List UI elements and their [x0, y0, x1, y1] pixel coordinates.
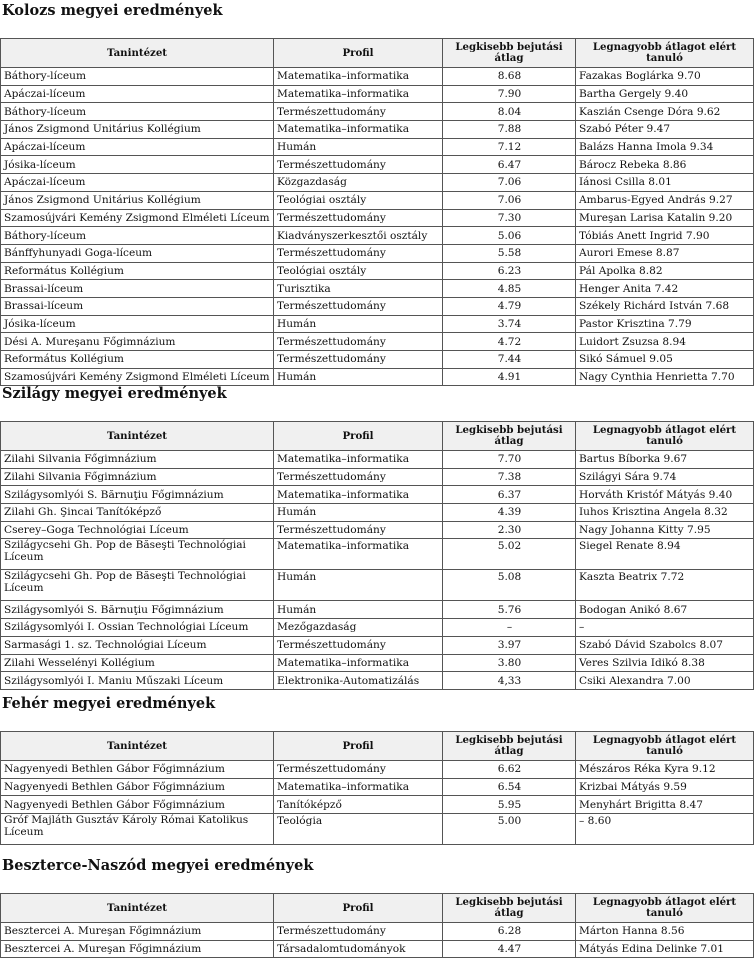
profile-cell: Humán — [274, 570, 443, 601]
school-cell: Jósika-líceum — [1, 315, 274, 333]
table-row — [1, 191, 754, 209]
school-cell: Zilahi Silvania Főgimnázium — [1, 451, 274, 469]
header-school: Tanintézet — [1, 422, 274, 451]
top-student-cell: Bartha Gergely 9.40 — [576, 85, 754, 103]
school-cell: Besztercei A. Mureşan Főgimnázium — [1, 923, 274, 941]
top-student-cell: Menyhárt Brigitta 8.47 — [576, 796, 754, 814]
table-row — [1, 521, 754, 539]
header-school: Tanintézet — [1, 39, 274, 68]
school-cell: Jósika-líceum — [1, 156, 274, 174]
school-cell: Szilágysomlyói S. Bărnuţiu Főgimnázium — [1, 486, 274, 504]
min-average-cell: 8.68 — [443, 68, 576, 86]
profile-cell: Humán — [274, 368, 443, 386]
min-average-cell: 6.28 — [443, 923, 576, 941]
header-top-student: Legnagyobb átlagot elért tanuló — [576, 39, 754, 68]
table-row — [1, 451, 754, 469]
school-cell: Református Kollégium — [1, 262, 274, 280]
min-average-cell: 7.88 — [443, 121, 576, 139]
school-cell: Dési A. Mureşanu Főgimnázium — [1, 333, 274, 351]
profile-cell: Kiadványszerkesztői osztály — [274, 227, 443, 245]
school-cell: Zilahi Silvania Főgimnázium — [1, 468, 274, 486]
school-cell: Szilágycsehi Gh. Pop de Băseşti Technológiai Líceum — [1, 570, 274, 601]
top-student-cell: Pastor Krisztina 7.79 — [576, 315, 754, 333]
profile-cell: Mezőgazdaság — [274, 619, 443, 637]
min-average-cell: 4.85 — [443, 280, 576, 298]
min-average-cell: 5.95 — [443, 796, 576, 814]
top-student-cell: Aurori Emese 8.87 — [576, 244, 754, 262]
top-student-cell: Iuhos Krisztina Angela 8.32 — [576, 504, 754, 522]
table-row — [1, 468, 754, 486]
top-student-cell: Székely Richárd István 7.68 — [576, 297, 754, 315]
table-row — [1, 297, 754, 315]
table-row — [1, 814, 754, 845]
school-cell: Apáczai-líceum — [1, 138, 274, 156]
school-cell: Zilahi Wesselényi Kollégium — [1, 654, 274, 672]
min-average-cell: 7.70 — [443, 451, 576, 469]
table-row — [1, 333, 754, 351]
min-average-cell: 3.97 — [443, 636, 576, 654]
min-average-cell: 6.62 — [443, 761, 576, 779]
beszterce-naszod-results-table — [0, 893, 754, 958]
profile-cell: Természettudomány — [274, 761, 443, 779]
table-row — [1, 601, 754, 619]
table-row — [1, 368, 754, 386]
table-row — [1, 85, 754, 103]
profile-cell: Humán — [274, 138, 443, 156]
top-student-cell: – 8.60 — [576, 814, 754, 845]
header-min-average: Legkisebb bejutási átlag — [443, 39, 576, 68]
min-average-cell: 2.30 — [443, 521, 576, 539]
table-row — [1, 796, 754, 814]
profile-cell: Matematika–informatika — [274, 451, 443, 469]
top-student-cell: Balázs Hanna Imola 9.34 — [576, 138, 754, 156]
profile-cell: Természettudomány — [274, 103, 443, 121]
school-cell: Brassai-líceum — [1, 280, 274, 298]
header-top-student: Legnagyobb átlagot elért tanuló — [576, 422, 754, 451]
profile-cell: Matematika–informatika — [274, 68, 443, 86]
header-min-average: Legkisebb bejutási átlag — [443, 732, 576, 761]
profile-cell: Természettudomány — [274, 351, 443, 369]
header-profile: Profil — [274, 422, 443, 451]
school-cell: Szilágysomlyói I. Ossian Technológiai Líceum — [1, 619, 274, 637]
min-average-cell: 7.90 — [443, 85, 576, 103]
min-average-cell: 7.44 — [443, 351, 576, 369]
table-header-row — [1, 422, 754, 451]
top-student-cell: Luidort Zsuzsa 8.94 — [576, 333, 754, 351]
min-average-cell: 5.00 — [443, 814, 576, 845]
min-average-cell: 6.54 — [443, 778, 576, 796]
header-school: Tanintézet — [1, 894, 274, 923]
school-cell: Bánffyhunyadi Goga-líceum — [1, 244, 274, 262]
table-row — [1, 504, 754, 522]
school-cell: János Zsigmond Unitárius Kollégium — [1, 191, 274, 209]
school-cell: Cserey–Goga Technológiai Líceum — [1, 521, 274, 539]
table-row — [1, 156, 754, 174]
top-student-cell: Csiki Alexandra 7.00 — [576, 672, 754, 690]
top-student-cell: Krizbai Mátyás 9.59 — [576, 778, 754, 796]
profile-cell: Társadalomtudományok — [274, 940, 443, 958]
profile-cell: Közgazdaság — [274, 174, 443, 192]
table-row — [1, 778, 754, 796]
table-row — [1, 940, 754, 958]
top-student-cell: Bartus Bíborka 9.67 — [576, 451, 754, 469]
school-cell: Báthory-líceum — [1, 103, 274, 121]
top-student-cell: Szabó Dávid Szabolcs 8.07 — [576, 636, 754, 654]
profile-cell: Természettudomány — [274, 209, 443, 227]
min-average-cell: 5.06 — [443, 227, 576, 245]
top-student-cell: Pál Apolka 8.82 — [576, 262, 754, 280]
top-student-cell: Siegel Renate 8.94 — [576, 539, 754, 570]
min-average-cell: 4.91 — [443, 368, 576, 386]
header-profile: Profil — [274, 732, 443, 761]
profile-cell: Természettudomány — [274, 468, 443, 486]
feher-results-table — [0, 731, 754, 845]
min-average-cell: 7.38 — [443, 468, 576, 486]
top-student-cell: Sikó Sámuel 9.05 — [576, 351, 754, 369]
profile-cell: Természettudomány — [274, 521, 443, 539]
table-row — [1, 351, 754, 369]
profile-cell: Teológia — [274, 814, 443, 845]
profile-cell: Természettudomány — [274, 156, 443, 174]
header-school: Tanintézet — [1, 732, 274, 761]
header-top-student: Legnagyobb átlagot elért tanuló — [576, 894, 754, 923]
min-average-cell: 3.80 — [443, 654, 576, 672]
szilagy-section-title: Szilágy megyei eredmények — [2, 385, 227, 402]
school-cell: János Zsigmond Unitárius Kollégium — [1, 121, 274, 139]
top-student-cell: Kaszián Csenge Dóra 9.62 — [576, 103, 754, 121]
table-row — [1, 672, 754, 690]
profile-cell: Turisztika — [274, 280, 443, 298]
profile-cell: Természettudomány — [274, 636, 443, 654]
min-average-cell: 7.12 — [443, 138, 576, 156]
school-cell: Gróf Majláth Gusztáv Károly Római Katolikus Líceum — [1, 814, 274, 845]
school-cell: Nagyenyedi Bethlen Gábor Főgimnázium — [1, 778, 274, 796]
school-cell: Szamosújvári Kemény Zsigmond Elméleti Líceum — [1, 368, 274, 386]
profile-cell: Matematika–informatika — [274, 539, 443, 570]
szilagy-results-table — [0, 421, 754, 690]
table-row — [1, 121, 754, 139]
table-header-row — [1, 894, 754, 923]
profile-cell: Humán — [274, 315, 443, 333]
school-cell: Brassai-líceum — [1, 297, 274, 315]
min-average-cell: – — [443, 619, 576, 637]
school-cell: Sarmasági 1. sz. Technológiai Líceum — [1, 636, 274, 654]
profile-cell: Tanítóképző — [274, 796, 443, 814]
profile-cell: Teológiai osztály — [274, 191, 443, 209]
min-average-cell: 5.08 — [443, 570, 576, 601]
profile-cell: Humán — [274, 601, 443, 619]
header-min-average: Legkisebb bejutási átlag — [443, 894, 576, 923]
profile-cell: Matematika–informatika — [274, 85, 443, 103]
header-min-average: Legkisebb bejutási átlag — [443, 422, 576, 451]
table-row — [1, 138, 754, 156]
min-average-cell: 5.02 — [443, 539, 576, 570]
table-row — [1, 486, 754, 504]
top-student-cell: Bodogan Anikó 8.67 — [576, 601, 754, 619]
top-student-cell: Bárocz Rebeka 8.86 — [576, 156, 754, 174]
school-cell: Apáczai-líceum — [1, 85, 274, 103]
min-average-cell: 6.47 — [443, 156, 576, 174]
table-row — [1, 923, 754, 941]
table-row — [1, 103, 754, 121]
min-average-cell: 8.04 — [443, 103, 576, 121]
profile-cell: Természettudomány — [274, 923, 443, 941]
profile-cell: Matematika–informatika — [274, 654, 443, 672]
table-row — [1, 636, 754, 654]
top-student-cell: Nagy Johanna Kitty 7.95 — [576, 521, 754, 539]
top-student-cell: Fazakas Boglárka 9.70 — [576, 68, 754, 86]
table-row — [1, 761, 754, 779]
school-cell: Szilágycsehi Gh. Pop de Băseşti Technológiai Líceum — [1, 539, 274, 570]
table-header-row — [1, 39, 754, 68]
table-row — [1, 619, 754, 637]
profile-cell: Matematika–informatika — [274, 778, 443, 796]
profile-cell: Matematika–informatika — [274, 486, 443, 504]
table-row — [1, 654, 754, 672]
beszterce-naszod-section-title: Beszterce-Naszód megyei eredmények — [2, 857, 314, 874]
school-cell: Szilágysomlyói I. Maniu Műszaki Líceum — [1, 672, 274, 690]
top-student-cell: Iánosi Csilla 8.01 — [576, 174, 754, 192]
top-student-cell: Nagy Cynthia Henrietta 7.70 — [576, 368, 754, 386]
min-average-cell: 4.47 — [443, 940, 576, 958]
top-student-cell: Szabó Péter 9.47 — [576, 121, 754, 139]
table-row — [1, 227, 754, 245]
profile-cell: Természettudomány — [274, 333, 443, 351]
min-average-cell: 5.76 — [443, 601, 576, 619]
profile-cell: Matematika–informatika — [274, 121, 443, 139]
min-average-cell: 7.06 — [443, 174, 576, 192]
feher-section-title: Fehér megyei eredmények — [2, 695, 216, 712]
school-cell: Református Kollégium — [1, 351, 274, 369]
school-cell: Besztercei A. Mureşan Főgimnázium — [1, 940, 274, 958]
table-row — [1, 570, 754, 601]
header-top-student: Legnagyobb átlagot elért tanuló — [576, 732, 754, 761]
header-profile: Profil — [274, 894, 443, 923]
top-student-cell: Szilágyi Sára 9.74 — [576, 468, 754, 486]
top-student-cell: Veres Szilvia Idikó 8.38 — [576, 654, 754, 672]
top-student-cell: Horváth Kristóf Mátyás 9.40 — [576, 486, 754, 504]
min-average-cell: 6.37 — [443, 486, 576, 504]
school-cell: Szilágysomlyói S. Bărnuţiu Főgimnázium — [1, 601, 274, 619]
min-average-cell: 4.39 — [443, 504, 576, 522]
min-average-cell: 6.23 — [443, 262, 576, 280]
min-average-cell: 7.30 — [443, 209, 576, 227]
top-student-cell: Mészáros Réka Kyra 9.12 — [576, 761, 754, 779]
school-cell: Nagyenyedi Bethlen Gábor Főgimnázium — [1, 796, 274, 814]
top-student-cell: Ambarus-Egyed András 9.27 — [576, 191, 754, 209]
min-average-cell: 4,33 — [443, 672, 576, 690]
school-cell: Nagyenyedi Bethlen Gábor Főgimnázium — [1, 761, 274, 779]
min-average-cell: 4.79 — [443, 297, 576, 315]
top-student-cell: Mureşan Larisa Katalin 9.20 — [576, 209, 754, 227]
table-header-row — [1, 732, 754, 761]
profile-cell: Elektronika-Automatizálás — [274, 672, 443, 690]
table-row — [1, 280, 754, 298]
header-profile: Profil — [274, 39, 443, 68]
min-average-cell: 7.06 — [443, 191, 576, 209]
top-student-cell: Márton Hanna 8.56 — [576, 923, 754, 941]
school-cell: Apáczai-líceum — [1, 174, 274, 192]
school-cell: Szamosújvári Kemény Zsigmond Elméleti Líceum — [1, 209, 274, 227]
min-average-cell: 3.74 — [443, 315, 576, 333]
table-row — [1, 68, 754, 86]
top-student-cell: Mátyás Edina Delinke 7.01 — [576, 940, 754, 958]
school-cell: Báthory-líceum — [1, 227, 274, 245]
top-student-cell: Kaszta Beatrix 7.72 — [576, 570, 754, 601]
table-row — [1, 174, 754, 192]
table-row — [1, 262, 754, 280]
table-row — [1, 244, 754, 262]
top-student-cell: – — [576, 619, 754, 637]
table-row — [1, 539, 754, 570]
school-cell: Báthory-líceum — [1, 68, 274, 86]
min-average-cell: 5.58 — [443, 244, 576, 262]
profile-cell: Természettudomány — [274, 297, 443, 315]
profile-cell: Természettudomány — [274, 244, 443, 262]
kolozs-results-table — [0, 38, 754, 386]
table-row — [1, 315, 754, 333]
top-student-cell: Tóbiás Anett Ingrid 7.90 — [576, 227, 754, 245]
profile-cell: Teológiai osztály — [274, 262, 443, 280]
min-average-cell: 4.72 — [443, 333, 576, 351]
table-row — [1, 209, 754, 227]
kolozs-section-title: Kolozs megyei eredmények — [2, 2, 223, 19]
school-cell: Zilahi Gh. Şincai Tanítóképző — [1, 504, 274, 522]
profile-cell: Humán — [274, 504, 443, 522]
top-student-cell: Henger Anita 7.42 — [576, 280, 754, 298]
